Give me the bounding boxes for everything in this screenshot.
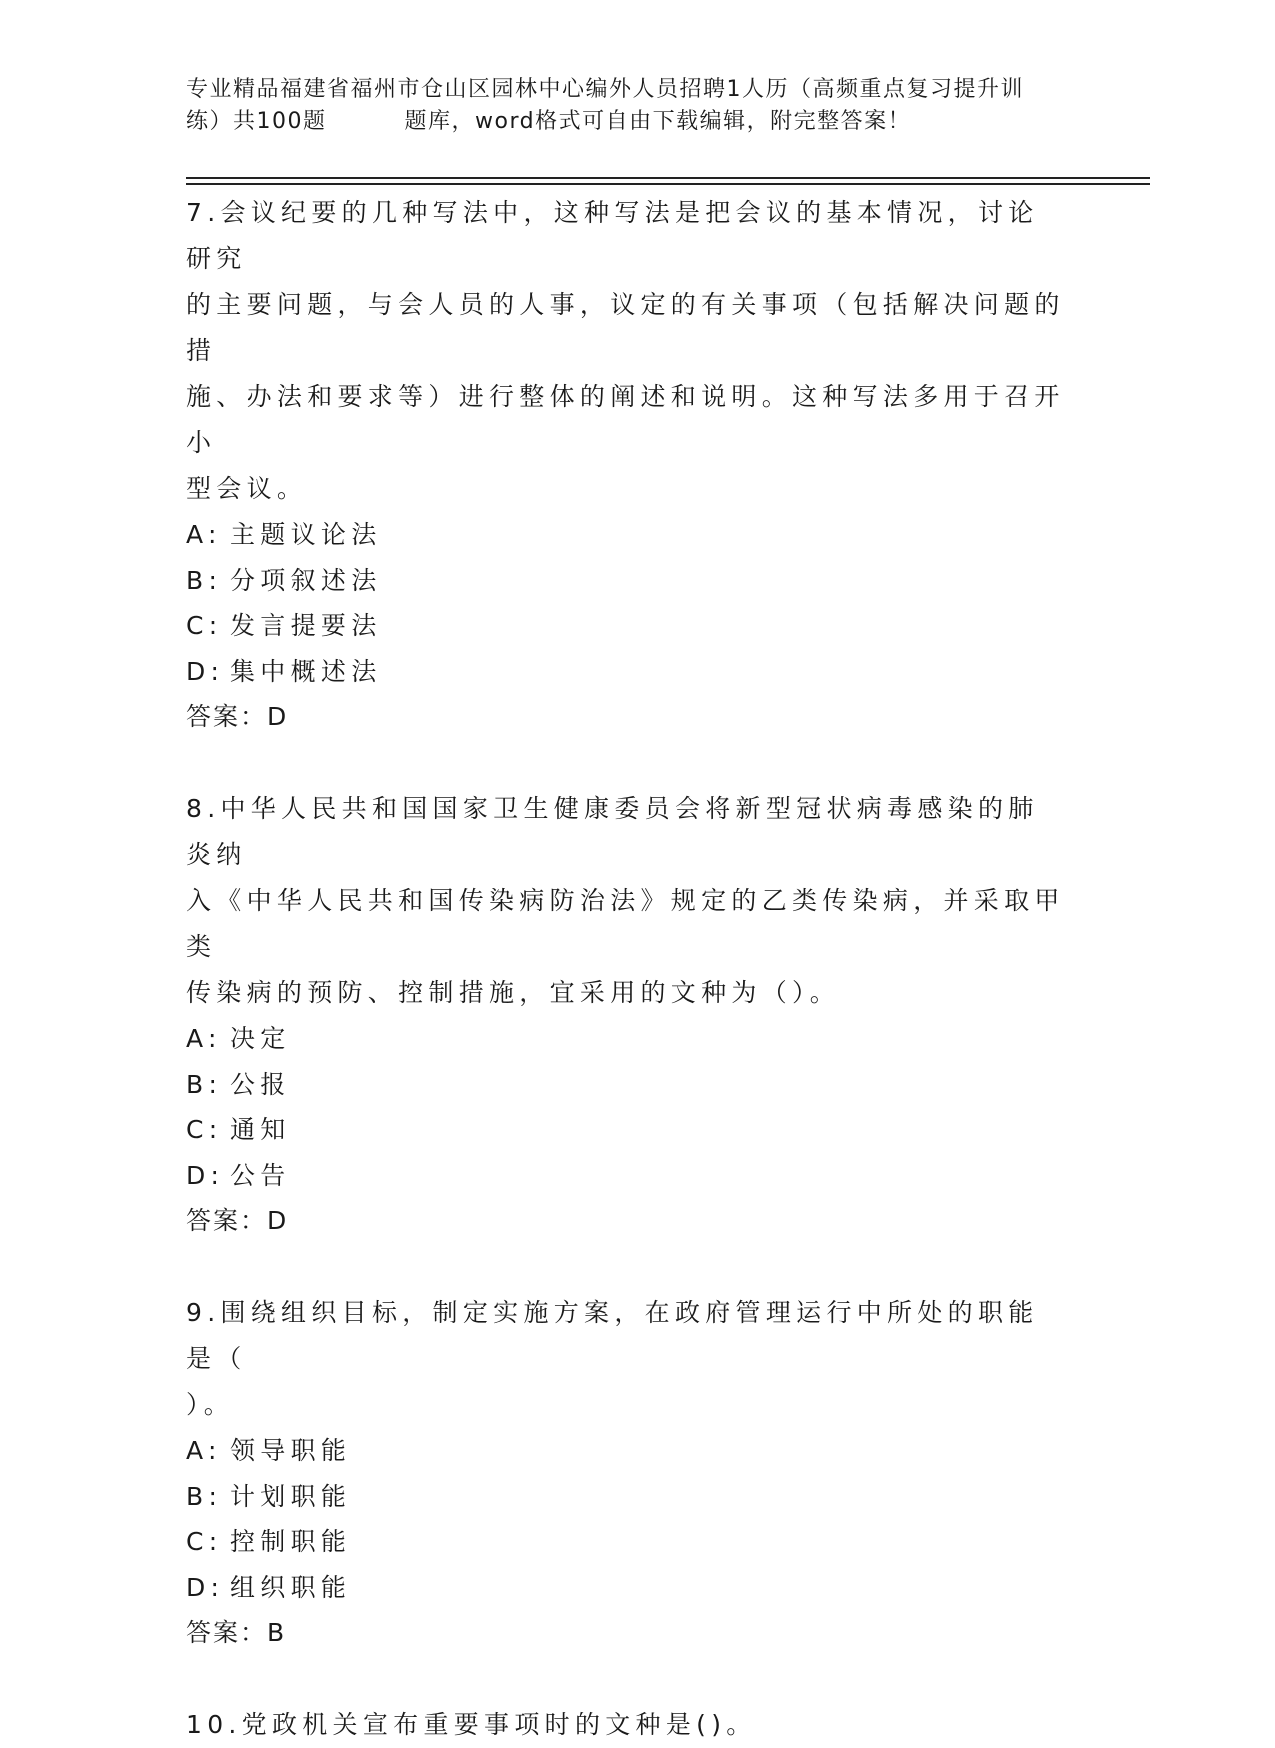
question-10 [186, 1702, 1066, 1748]
option-text: 决定 [230, 1024, 291, 1053]
option-b [186, 1474, 1066, 1520]
option-text: 公报 [230, 1069, 291, 1099]
option-text: 控制职能 [230, 1527, 352, 1556]
header-divider-top [186, 177, 1150, 179]
option-key: A: [186, 1024, 222, 1053]
answer-line: 答案：B [186, 1618, 287, 1647]
option-key: C: [186, 1527, 223, 1556]
question-spacer [186, 1244, 1066, 1290]
option-a [186, 1428, 1066, 1474]
question-text-line: 8.中华人民共和国国家卫生健康委员会将新型冠状病毒感染的肺炎纳 [186, 794, 1039, 869]
option-text: 组织职能 [230, 1572, 352, 1602]
option-b [186, 558, 1066, 604]
option-text: 领导职能 [230, 1436, 352, 1465]
header-line-2 [186, 106, 1086, 138]
option-key: C: [186, 611, 223, 640]
option-text: 公告 [230, 1160, 291, 1190]
question-spacer [186, 1656, 1066, 1702]
question-7 [186, 190, 1066, 740]
option-key: D: [186, 656, 225, 686]
option-c [186, 603, 1066, 649]
option-d [186, 1565, 1066, 1611]
option-key: C: [186, 1115, 223, 1144]
question-text-line: ）。 [186, 1390, 235, 1419]
option-text: 计划职能 [230, 1481, 352, 1511]
option-key: B: [186, 565, 223, 595]
option-c [186, 1519, 1066, 1565]
option-key: B: [186, 1069, 223, 1099]
option-text: 分项叙述法 [230, 565, 382, 595]
header-line-1: 专业精品福建省福州市仓山区园林中心编外人员招聘1人历（高频重点复习提升训 [186, 77, 1024, 102]
option-key: A: [186, 520, 222, 549]
page-header [186, 74, 1086, 138]
option-a [186, 1016, 1066, 1062]
header-line-2-right: 题库，word格式可自由下载编辑，附完整答案！ [404, 109, 912, 134]
answer-line: 答案：D [186, 702, 289, 731]
question-text-line: 传染病的预防、控制措施，宜采用的文种为（）。 [186, 978, 841, 1007]
question-text-line: 9.围绕组织目标，制定实施方案，在政府管理运行中所处的职能是（ [186, 1298, 1039, 1373]
option-key: D: [186, 1572, 225, 1602]
option-text: 集中概述法 [230, 656, 382, 686]
header-divider-bottom [186, 183, 1150, 185]
option-text: 主题议论法 [230, 520, 382, 549]
option-key: B: [186, 1481, 223, 1511]
header-line-2-left: 练）共100题 [186, 109, 327, 134]
question-9 [186, 1290, 1066, 1656]
header-gap [327, 106, 405, 138]
question-text-line: 施、办法和要求等）进行整体的阐述和说明。这种写法多用于召开小 [186, 382, 1065, 457]
question-8 [186, 786, 1066, 1244]
option-text: 发言提要法 [230, 611, 382, 640]
option-text: 通知 [230, 1115, 291, 1144]
option-c [186, 1107, 1066, 1153]
question-spacer [186, 740, 1066, 786]
question-text-line: 型会议。 [186, 474, 308, 503]
option-b [186, 1062, 1066, 1108]
option-d [186, 1153, 1066, 1199]
question-list [186, 190, 1066, 1748]
option-key: A: [186, 1436, 222, 1465]
question-text-line: 的主要问题，与会人员的人事，议定的有关事项（包括解决问题的措 [186, 290, 1065, 365]
option-a [186, 512, 1066, 558]
question-text-line: 入《中华人民共和国传染病防治法》规定的乙类传染病，并采取甲类 [186, 886, 1065, 961]
answer-line: 答案：D [186, 1206, 289, 1235]
question-text-line: 10.党政机关宣布重要事项时的文种是()。 [186, 1710, 757, 1739]
option-d [186, 649, 1066, 695]
question-text-line: 7.会议纪要的几种写法中，这种写法是把会议的基本情况，讨论研究 [186, 198, 1039, 273]
option-key: D: [186, 1160, 225, 1190]
